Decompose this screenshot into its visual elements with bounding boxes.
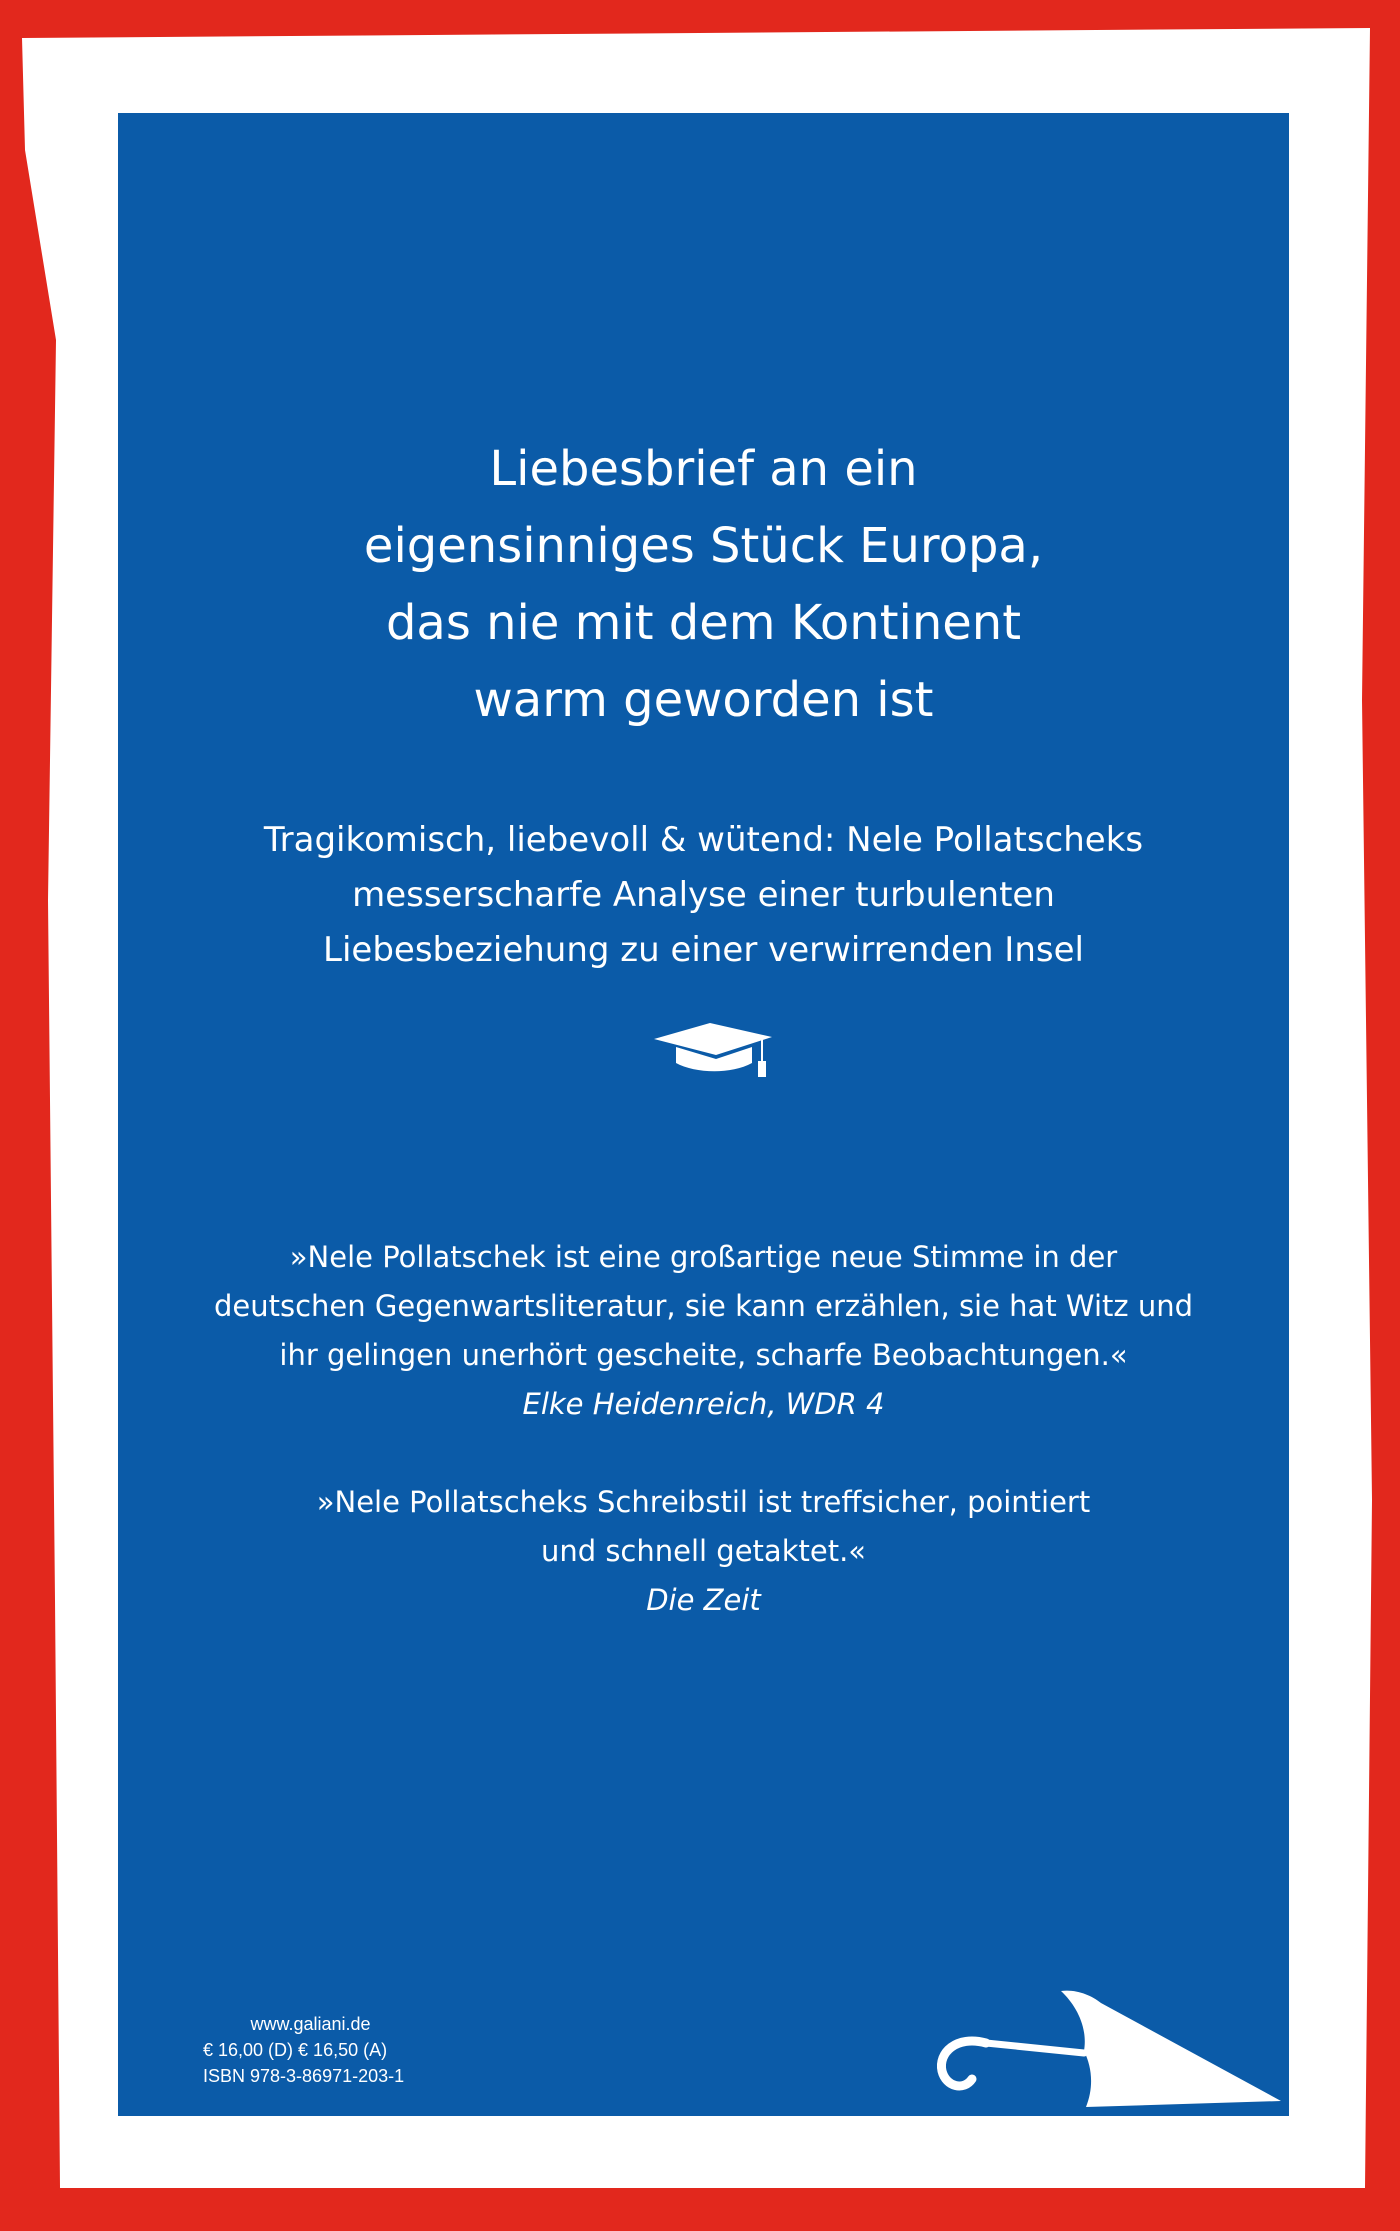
quote-source: Die Zeit [646,1583,761,1617]
headline [118,431,1289,739]
quote-line: deutschen Gegenwartsliteratur, sie kann erzählen, sie hat Witz und [214,1289,1193,1323]
quote-line: ihr gelingen unerhört gescheite, scharfe Beobachtungen.« [279,1338,1128,1372]
subheadline-line: messerscharfe Analyse einer turbulenten [352,875,1055,915]
review-quote [118,1233,1289,1429]
imprint [203,2011,418,2089]
headline-line: das nie mit dem Kontinent [385,595,1022,651]
quote-line: »Nele Pollatscheks Schreibstil ist treffsicher, pointiert [316,1485,1091,1519]
blue-cover-panel [118,113,1289,2116]
isbn: ISBN 978-3-86971-203-1 [203,2066,405,2086]
headline-line: Liebesbrief an ein [489,441,918,497]
price: € 16,00 (D) € 16,50 (A) [203,2040,388,2060]
subheadline-line: Liebesbeziehung zu einer verwirrenden Insel [323,930,1084,970]
publisher-website: www.galiani.de [250,2014,371,2034]
quote-source: Elke Heidenreich, WDR 4 [522,1387,885,1421]
quote-line: »Nele Pollatschek ist eine großartige neue Stimme in der [289,1240,1118,1274]
quote-line: und schnell getaktet.« [540,1534,867,1568]
review-quote [118,1478,1289,1625]
subheadline-line: Tragikomisch, liebevoll & wütend: Nele Pollatscheks [263,820,1144,860]
headline-line: warm geworden ist [473,672,934,728]
subheadline [118,813,1289,978]
headline-line: eigensinniges Stück Europa, [363,518,1044,574]
umbrella-icon [926,1983,1286,2123]
graduation-cap-icon [654,1021,774,1081]
